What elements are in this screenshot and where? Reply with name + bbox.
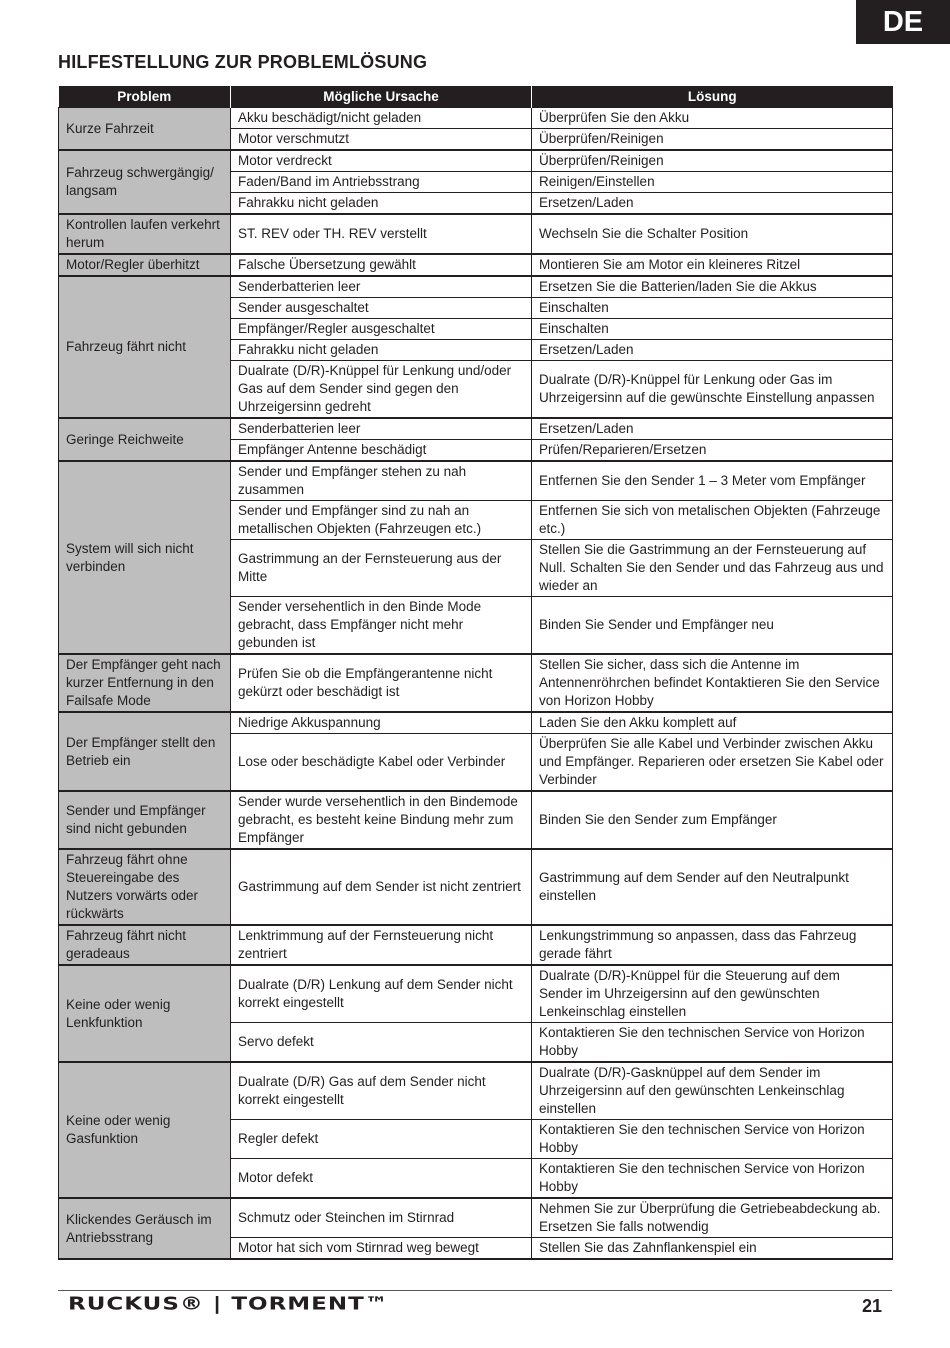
cause-cell: Servo defekt <box>231 1023 532 1063</box>
table-row <box>59 849 893 925</box>
solution-cell: Kontaktieren Sie den technischen Service von Horizon Hobby <box>532 1159 893 1199</box>
solution-cell: Überprüfen Sie alle Kabel und Verbinder zwischen Akku und Empfänger. Reparieren oder ersetzen Sie Kabel oder Verbinder <box>532 734 893 792</box>
language-tab: DE <box>856 0 950 44</box>
troubleshooting-table <box>58 86 893 1260</box>
solution-cell: Stellen Sie das Zahnflankenspiel ein <box>532 1238 893 1260</box>
table-row <box>59 108 893 129</box>
problem-cell: Kurze Fahrzeit <box>59 108 231 151</box>
brand-logo: RUCKUS® | TORMENT™ <box>68 1294 389 1315</box>
cause-cell: Gastrimmung auf dem Sender ist nicht zentriert <box>231 849 532 925</box>
problem-cell: Keine oder wenig Lenkfunktion <box>59 965 231 1062</box>
solution-cell: Ersetzen/Laden <box>532 340 893 361</box>
table-row <box>59 925 893 965</box>
cause-cell: Dualrate (D/R) Lenkung auf dem Sender nicht korrekt eingestellt <box>231 965 532 1023</box>
problem-cell: Der Empfänger stellt den Betrieb ein <box>59 712 231 791</box>
table-row <box>59 965 893 1023</box>
table-row <box>59 791 893 849</box>
cause-cell: Gastrimmung an der Fernsteuerung aus der Mitte <box>231 540 532 597</box>
cause-cell: Lose oder beschädigte Kabel oder Verbinder <box>231 734 532 792</box>
cause-cell: ST. REV oder TH. REV verstellt <box>231 214 532 254</box>
table-row <box>59 1062 893 1120</box>
cause-cell: Lenktrimmung auf der Fernsteuerung nicht zentriert <box>231 925 532 965</box>
page-title: HILFESTELLUNG ZUR PROBLEMLÖSUNG <box>58 52 428 72</box>
problem-cell: System will sich nicht verbinden <box>59 461 231 654</box>
cause-cell: Sender und Empfänger stehen zu nah zusammen <box>231 461 532 501</box>
solution-cell: Einschalten <box>532 298 893 319</box>
table-row <box>59 214 893 254</box>
table-row <box>59 461 893 501</box>
cause-cell: Falsche Übersetzung gewählt <box>231 254 532 276</box>
problem-cell: Fahrzeug fährt ohne Steuereingabe des Nutzers vorwärts oder rückwärts <box>59 849 231 925</box>
cause-cell: Senderbatterien leer <box>231 418 532 440</box>
footer-divider <box>58 1290 892 1291</box>
cause-cell: Empfänger/Regler ausgeschaltet <box>231 319 532 340</box>
solution-cell: Überprüfen/Reinigen <box>532 129 893 151</box>
solution-cell: Binden Sie den Sender zum Empfänger <box>532 791 893 849</box>
table-body <box>59 108 893 1260</box>
table-header-row <box>59 86 893 108</box>
cause-cell: Motor hat sich vom Stirnrad weg bewegt <box>231 1238 532 1260</box>
solution-cell: Stellen Sie sicher, dass sich die Antenne im Antennenröhrchen befindet Kontaktieren Sie den Service von Horizon Hobby <box>532 654 893 712</box>
problem-cell: Motor/Regler überhitzt <box>59 254 231 276</box>
cause-cell: Prüfen Sie ob die Empfängerantenne nicht gekürzt oder beschädigt ist <box>231 654 532 712</box>
problem-cell: Kontrollen laufen verkehrt herum <box>59 214 231 254</box>
table-row <box>59 1198 893 1238</box>
solution-cell: Dualrate (D/R)-Gasknüppel auf dem Sender im Uhrzeigersinn auf den gewünschten Lenkeinschlag einstellen <box>532 1062 893 1120</box>
table-row <box>59 418 893 440</box>
cause-cell: Fahrakku nicht geladen <box>231 340 532 361</box>
cause-cell: Motor defekt <box>231 1159 532 1199</box>
cause-cell: Sender versehentlich in den Binde Mode gebracht, dass Empfänger nicht mehr gebunden ist <box>231 597 532 655</box>
solution-cell: Binden Sie Sender und Empfänger neu <box>532 597 893 655</box>
cause-cell: Fahrakku nicht geladen <box>231 193 532 215</box>
cause-cell: Niedrige Akkuspannung <box>231 712 532 734</box>
solution-cell: Nehmen Sie zur Überprüfung die Getriebeabdeckung ab. Ersetzen Sie falls notwendig <box>532 1198 893 1238</box>
problem-cell: Sender und Empfänger sind nicht gebunden <box>59 791 231 849</box>
solution-cell: Laden Sie den Akku komplett auf <box>532 712 893 734</box>
problem-cell: Fahrzeug fährt nicht geradeaus <box>59 925 231 965</box>
cause-cell: Faden/Band im Antriebsstrang <box>231 172 532 193</box>
cause-cell: Dualrate (D/R)-Knüppel für Lenkung und/oder Gas auf dem Sender sind gegen den Uhrzeigersinn gedreht <box>231 361 532 419</box>
solution-cell: Dualrate (D/R)-Knüppel für Lenkung oder Gas im Uhrzeigersinn auf die gewünschte Einstellung anpassen <box>532 361 893 419</box>
solution-cell: Kontaktieren Sie den technischen Service von Horizon Hobby <box>532 1023 893 1063</box>
table-row <box>59 276 893 298</box>
solution-cell: Ersetzen/Laden <box>532 418 893 440</box>
cause-cell: Sender und Empfänger sind zu nah an metallischen Objekten (Fahrzeugen etc.) <box>231 501 532 540</box>
cause-cell: Schmutz oder Steinchen im Stirnrad <box>231 1198 532 1238</box>
cause-cell: Motor verschmutzt <box>231 129 532 151</box>
cause-cell: Dualrate (D/R) Gas auf dem Sender nicht korrekt eingestellt <box>231 1062 532 1120</box>
cause-cell: Motor verdreckt <box>231 150 532 172</box>
cause-cell: Akku beschädigt/nicht geladen <box>231 108 532 129</box>
solution-cell: Reinigen/Einstellen <box>532 172 893 193</box>
cause-cell: Empfänger Antenne beschädigt <box>231 440 532 462</box>
solution-cell: Entfernen Sie den Sender 1 – 3 Meter vom Empfänger <box>532 461 893 501</box>
problem-cell: Fahrzeug schwergängig/ langsam <box>59 150 231 214</box>
table-row <box>59 712 893 734</box>
solution-cell: Überprüfen Sie den Akku <box>532 108 893 129</box>
solution-cell: Einschalten <box>532 319 893 340</box>
problem-cell: Der Empfänger geht nach kurzer Entfernung in den Failsafe Mode <box>59 654 231 712</box>
solution-cell: Wechseln Sie die Schalter Position <box>532 214 893 254</box>
table-row <box>59 254 893 276</box>
solution-cell: Dualrate (D/R)-Knüppel für die Steuerung auf dem Sender im Uhrzeigersinn auf den gewünschten Lenkeinschlag einstellen <box>532 965 893 1023</box>
page-number: 21 <box>862 1296 883 1316</box>
solution-cell: Ersetzen Sie die Batterien/laden Sie die Akkus <box>532 276 893 298</box>
solution-cell: Stellen Sie die Gastrimmung an der Fernsteuerung auf Null. Schalten Sie den Sender und das Fahrzeug aus und wieder an <box>532 540 893 597</box>
solution-cell: Entfernen Sie sich von metalischen Objekten (Fahrzeuge etc.) <box>532 501 893 540</box>
solution-cell: Ersetzen/Laden <box>532 193 893 215</box>
cause-cell: Regler defekt <box>231 1120 532 1159</box>
header-cause: Mögliche Ursache <box>231 86 532 108</box>
solution-cell: Lenkungstrimmung so anpassen, dass das Fahrzeug gerade fährt <box>532 925 893 965</box>
solution-cell: Prüfen/Reparieren/Ersetzen <box>532 440 893 462</box>
solution-cell: Montieren Sie am Motor ein kleineres Ritzel <box>532 254 893 276</box>
problem-cell: Fahrzeug fährt nicht <box>59 276 231 418</box>
solution-cell: Gastrimmung auf dem Sender auf den Neutralpunkt einstellen <box>532 849 893 925</box>
solution-cell: Überprüfen/Reinigen <box>532 150 893 172</box>
table-row <box>59 654 893 712</box>
cause-cell: Sender wurde versehentlich in den Bindemode gebracht, es besteht keine Bindung mehr zum Empfänger <box>231 791 532 849</box>
header-problem: Problem <box>59 86 231 108</box>
cause-cell: Senderbatterien leer <box>231 276 532 298</box>
header-solution: Lösung <box>532 86 893 108</box>
table-row <box>59 150 893 172</box>
problem-cell: Klickendes Geräusch im Antriebsstrang <box>59 1198 231 1259</box>
cause-cell: Sender ausgeschaltet <box>231 298 532 319</box>
problem-cell: Keine oder wenig Gasfunktion <box>59 1062 231 1198</box>
problem-cell: Geringe Reichweite <box>59 418 231 461</box>
solution-cell: Kontaktieren Sie den technischen Service von Horizon Hobby <box>532 1120 893 1159</box>
